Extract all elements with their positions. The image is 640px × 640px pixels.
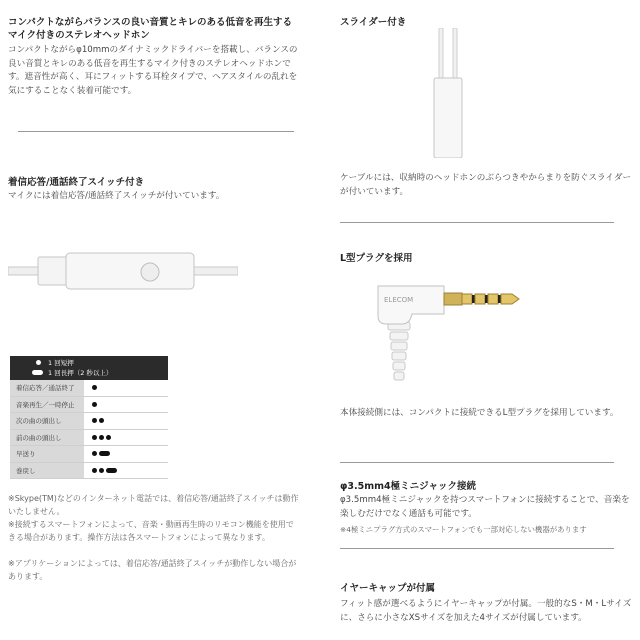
short-press-icon [92,435,97,440]
table-row [10,446,168,463]
press-pattern [84,463,168,479]
press-pattern [84,430,168,446]
table-row [10,430,168,447]
short-press-icon [92,468,97,473]
divider [340,462,614,463]
function-label: 前の曲の頭出し [10,430,84,446]
short-press-icon [99,418,104,423]
press-pattern [84,397,168,413]
slider-illustration [420,28,480,158]
divider [340,222,614,223]
note-3: ※アプリケーションによっては、着信応答/通話終了スイッチが動作しない場合があります。 [8,559,297,581]
switch-title: 着信応答/通話終了スイッチ付き [8,177,145,188]
plug-title: L型プラグを採用 [340,253,413,264]
short-press-icon [92,402,97,407]
short-press-icon [92,418,97,423]
jack-note: ※4極ミニプラグ方式のスマートフォンでも一部対応しない機器があります [340,525,587,534]
earcap-title: イヤーキャップが付属 [340,583,436,594]
switch-body: マイクには着信応答/通話終了スイッチが付いています。 [8,191,225,201]
press-pattern [84,446,168,462]
table-row [10,397,168,414]
plug-body: 本体接続側には、コンパクトに接続できるL型プラグを採用しています。 [340,408,619,418]
remote-mic-illustration [8,248,238,298]
function-label: 音楽再生／一時停止 [10,397,84,413]
table-row [10,380,168,397]
function-label: 次の曲の頭出し [10,413,84,429]
table-row [10,463,168,480]
function-label: 巻戻し [10,463,84,479]
divider [18,131,294,132]
divider [340,548,614,549]
answer-button-icon [141,263,159,281]
table-row [10,413,168,430]
note-2: ※接続するスマートフォンによって、音楽・動画再生時のリモコン機能を使用できる場合があります。操作方法は各スマートフォンによって異なります。 [8,520,294,542]
remote-control-table [10,356,168,479]
earcap-body: フィット感が選べるようにイヤーキャップが付属。一般的なS・M・Lサイズに、さらに小さなXSサイズを加えた4サイズが付属しています。 [340,599,632,623]
intro-body: コンパクトながらφ10mmのダイナミックドライバーを搭載し、バランスの良い音質とキレのある低音を再生するマイク付きのステレオヘッドホンです。遮音性が高く、耳にフィットする耳栓タイプで、ヘアスタイルの乱れを気にすることなく装着可能です。 [8,45,298,96]
short-press-icon [92,451,97,456]
function-label: 早送り [10,446,84,462]
jack-body: φ3.5mm4極ミニジャックを持つスマートフォンに接続することで、音楽を楽しむだけでなく通話も可能です。 [340,495,630,519]
intro-title: コンパクトながらバランスの良い音質とキレのある低音を再生するマイク付きのステレオヘッドホン [8,17,292,41]
press-pattern [84,380,168,396]
table-legend [10,356,168,380]
press-pattern [84,413,168,429]
function-label: 着信応答／通話終了 [10,380,84,396]
slider-body: ケーブルには、収納時のヘッドホンのぶらつきやからまりを防ぐスライダーが付いています。 [340,173,632,197]
l-plug-illustration [372,280,532,390]
long-press-icon [99,451,110,456]
brand-logo: ELECOM [384,296,414,304]
short-press-icon [106,435,111,440]
short-press-icon [99,468,104,473]
slider-title: スライダー付き [340,17,407,28]
legend-short: 1 回短押 [48,359,74,367]
long-press-icon [106,468,117,473]
jack-title: φ3.5mm4極ミニジャック接続 [340,481,476,492]
short-press-icon [99,435,104,440]
short-press-icon [92,385,97,390]
note-1: ※Skype(TM)などのインターネット電話では、着信応答/通話終了スイッチは動作いたしません。 [8,494,299,516]
legend-long: 1 回長押（2 秒以上） [48,369,113,377]
